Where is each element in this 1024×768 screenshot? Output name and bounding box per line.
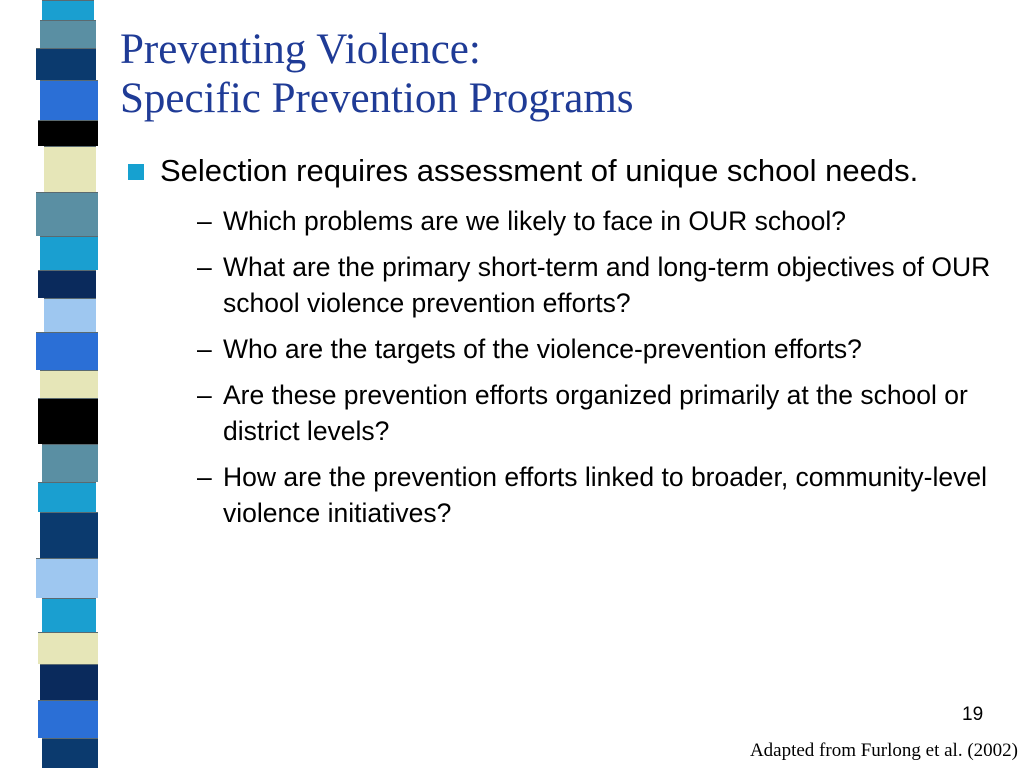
strip-block (36, 192, 98, 236)
dash-bullet-icon: – (197, 380, 212, 410)
slide-page-number: 19 (962, 704, 984, 725)
slide-title (120, 25, 1000, 123)
strip-block (38, 632, 98, 664)
strip-block (40, 20, 96, 48)
strip-block (44, 298, 96, 332)
square-bullet-icon (128, 164, 144, 180)
strip-block (40, 80, 98, 120)
sub-bullet-text: What are the primary short-term and long-term objectives of OUR school violence prevention efforts? (223, 252, 991, 318)
decorative-side-strip (0, 0, 110, 768)
strip-block (44, 146, 96, 192)
strip-block (40, 512, 98, 558)
slide-title-line-1: Preventing Violence: (120, 26, 481, 73)
sub-bullet (125, 203, 1015, 239)
dash-bullet-icon: – (197, 462, 212, 492)
main-bullet (125, 152, 1015, 189)
sub-bullet-text: How are the prevention efforts linked to broader, community-level violence initiatives? (223, 462, 987, 528)
source-credit: Adapted from Furlong et al. (2002) (749, 740, 1018, 761)
sub-bullet-text: Which problems are we likely to face in OUR school? (223, 206, 846, 236)
main-bullet-text: Selection requires assessment of unique school needs. (160, 153, 919, 188)
strip-block (42, 0, 94, 20)
strip-block (40, 664, 98, 700)
strip-block (36, 332, 98, 370)
strip-block (38, 270, 96, 298)
strip-block (42, 598, 96, 632)
sub-bullet-list (125, 203, 1015, 531)
dash-bullet-icon: – (197, 206, 212, 236)
slide-content (125, 152, 1015, 541)
strip-block (38, 398, 98, 444)
strip-block (42, 444, 98, 482)
strip-block (38, 120, 98, 146)
strip-block (36, 558, 98, 598)
sub-bullet (125, 377, 1015, 449)
dash-bullet-icon: – (197, 252, 212, 282)
strip-block (38, 700, 98, 738)
strip-block (38, 482, 96, 512)
strip-block (42, 738, 98, 768)
sub-bullet-text: Are these prevention efforts organized primarily at the school or district levels? (223, 380, 968, 446)
slide-title-line-2: Specific Prevention Programs (120, 75, 634, 122)
sub-bullet-text: Who are the targets of the violence-prevention efforts? (223, 334, 862, 364)
strip-block (36, 48, 96, 80)
sub-bullet (125, 331, 1015, 367)
sub-bullet (125, 249, 1015, 321)
strip-block (40, 236, 98, 270)
strip-block (40, 370, 98, 398)
sub-bullet (125, 459, 1015, 531)
dash-bullet-icon: – (197, 334, 212, 364)
